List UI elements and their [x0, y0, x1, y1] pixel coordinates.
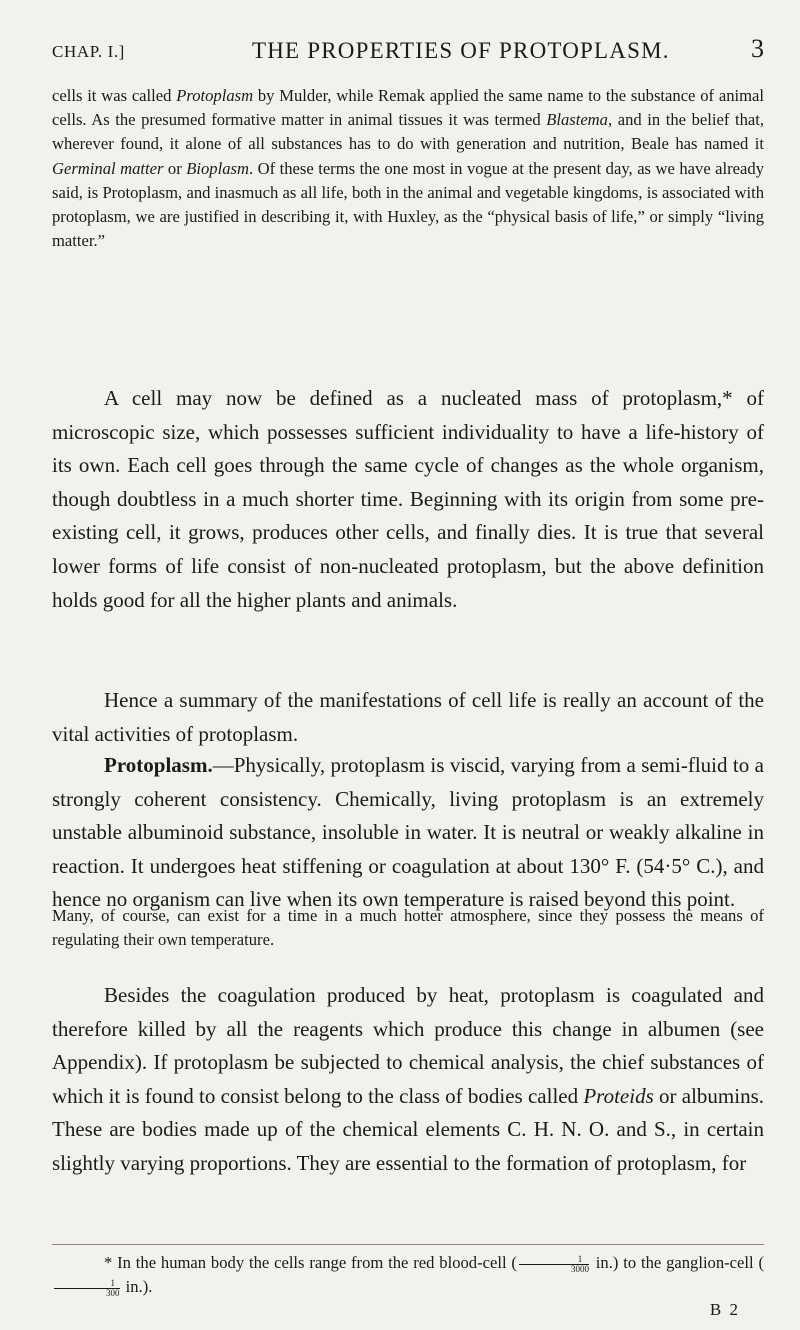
- coagulation-paragraph: Besides the coagulation produced by heat, protoplasm is coagulated and therefore killed by all the reagents which produce this change in albumen (see Appendix). If protoplasm be subjected to chemical analysis, the chief substances of which it is found to consist belong to the class of bodies called Proteids or albumins. These are bodies made up of the chemical elements C. H. N. O. and S., in certain slightly varying proportions. They are essential to the formation of protoplasm, for: [52, 983, 764, 1175]
- running-header: [52, 34, 764, 68]
- footnote-divider: [52, 1244, 764, 1245]
- signature-mark: B 2: [709, 1300, 740, 1319]
- term-blastema: Blastema: [546, 110, 608, 130]
- fraction-red-blood-cell: $\frac{1}{3000}$: [519, 1255, 589, 1274]
- term-germinal-matter: Germinal matter: [52, 158, 164, 178]
- footnote: * In the human body the cells range from the red blood-cell ( $\frac{1}{3000}$ in.) to the ganglion-cell ( $\frac{1}{300}$ in.).: [52, 1251, 764, 1299]
- term-bioplasm: Bioplasm: [186, 158, 249, 178]
- term-proteids: Proteids: [583, 1083, 654, 1108]
- summary-paragraph: Hence a summary of the manifestations of cell life is really an account of the vital activities of protoplasm.: [52, 688, 764, 746]
- protoplasm-paragraph: Protoplasm.—Physically, protoplasm is viscid, varying from a semi-fluid to a strongly coherent consistency. Chemically, living protoplasm is an extremely unstable albuminoid substance, insoluble in water. It is neutral or weakly alkaline in reaction. It undergoes heat stiffening or coagulation at about 130° F. (54·5° C.), and hence no organism can live when its own temperature is raised beyond this point.: [52, 753, 764, 912]
- term-protoplasm: Protoplasm: [176, 86, 254, 105]
- intro-paragraph: cells it was called Protoplasm by Mulder, while Remak applied the same name to the substance of animal cells. As the presumed formative matter in animal tissues it was termed Blastema, and in the belief that, wherever found, it alone of all substances has to do with generation and nutrition, Beale has named it Germinal matter or Bioplasm. Of these terms the one most in vogue at the present day, as we have already said, is Protoplasm, and inasmuch as all life, both in the animal and vegetable kingdoms, is associated with protoplasm, we are justified in describing it, with Huxley, as the “physical basis of life,” or simply “living matter.”: [52, 86, 765, 251]
- cell-definition-paragraph: A cell may now be defined as a nucleated mass of protoplasm,* of microscopic size, which possesses sufficient individuality to have a life-history of its own. Each cell goes through the same cycle of changes as the whole organism, though doubtless in a much shorter time. Beginning with its origin from some pre-existing cell, it grows, produces other cells, and finally dies. It is true that several lower forms of life consist of non-nucleated protoplasm, but the above definition holds good for all the higher plants and animals.: [52, 386, 764, 612]
- fraction-ganglion-cell: $\frac{1}{300}$: [54, 1279, 120, 1298]
- page-number: 3: [751, 34, 764, 63]
- section-heading: Protoplasm.: [104, 753, 213, 777]
- temperature-note: Many, of course, can exist for a time in a much hotter atmosphere, since they possess the means of regulating their own temperature.: [52, 906, 764, 950]
- chapter-label: CHAP. I.]: [52, 42, 125, 61]
- running-title: THE PROPERTIES OF PROTOPLASM.: [252, 38, 670, 63]
